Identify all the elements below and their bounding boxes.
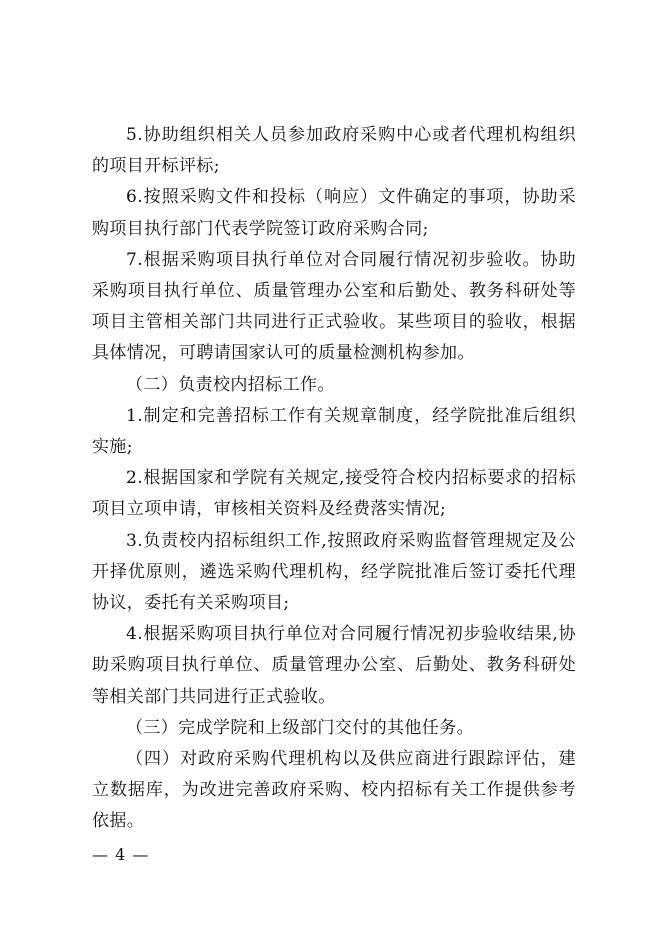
paragraph-item-5: 5.协助组织相关人员参加政府采购中心或者代理机构组织的项目开标评标;: [92, 125, 576, 177]
document-body: [92, 120, 576, 838]
paragraph-sub-3: 3.负责校内招标组织工作,按照政府采购监督管理规定及公开择优原则，遴选采购代理机构，经学院批准后签订委托代理协议，委托有关采购项目;: [92, 530, 576, 614]
section-heading-2: （二）负责校内招标工作。: [126, 374, 335, 395]
paragraph-sub-2: 2.根据国家和学院有关规定,接受符合校内招标要求的招标项目立项申请，审核相关资料及经费落实情况;: [92, 468, 576, 520]
paragraph-sub-1: 1.制定和完善招标工作有关规章制度，经学院批准后组织实施;: [92, 405, 576, 458]
section-heading-3: （三）完成学院和上级部门交付的其他任务。: [126, 717, 474, 738]
paragraph-item-6: 6.按照采购文件和投标（响应）文件确定的事项，协助采购项目执行部门代表学院签订政府采购合同;: [92, 187, 576, 239]
page-number: — 4 —: [92, 845, 150, 864]
paragraph-item-7: 7.根据采购项目执行单位对合同履行情况初步验收。协助采购项目执行单位、质量管理办公室和后勤处、教务科研处等项目主管相关部门共同进行正式验收。某些项目的验收，根据具体情况，可聘请国家认可的质量检测机构参加。: [92, 249, 576, 364]
paragraph-sub-4: 4.根据采购项目执行单位对合同履行情况初步验收结果,协助采购项目执行单位、质量管理办公室、后勤处、教务科研处等相关部门共同进行正式验收。: [92, 624, 576, 707]
section-heading-4: （四）对政府采购代理机构以及供应商进行跟踪评估，建立数据库，为改进完善政府采购、校内招标有关工作提供参考依据。: [92, 749, 576, 832]
